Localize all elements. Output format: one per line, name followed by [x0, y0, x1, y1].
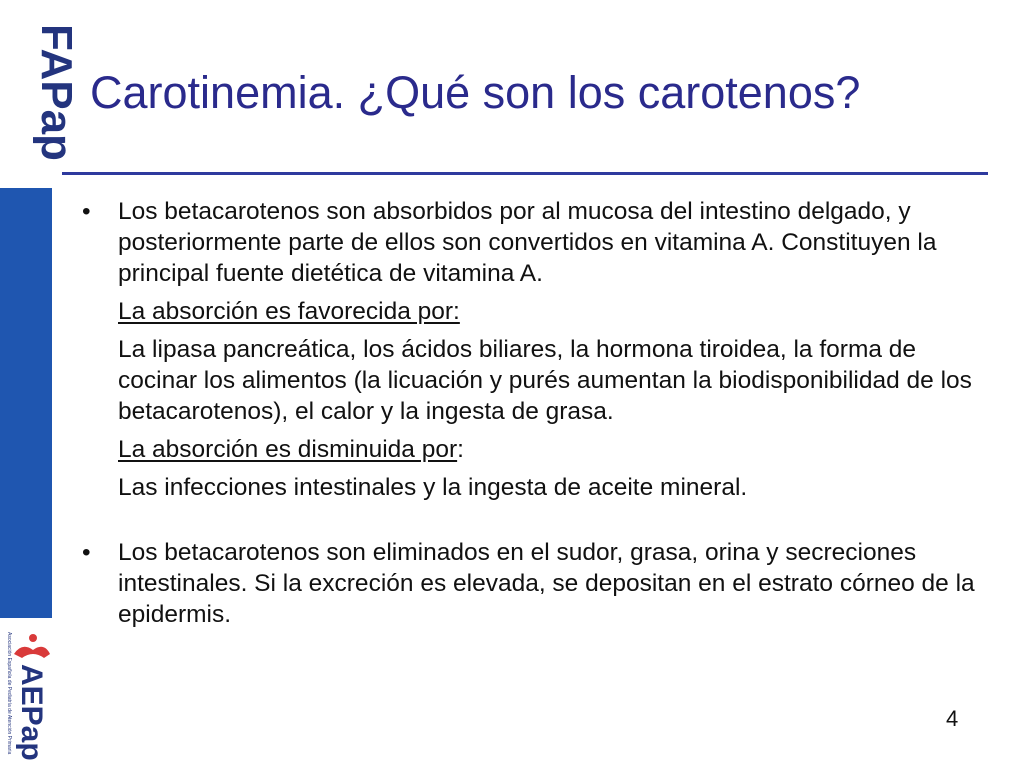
favored-heading-text: La absorción es favorecida por:	[118, 298, 460, 325]
diminished-heading	[118, 434, 978, 465]
sidebar-blue-band	[0, 188, 52, 618]
bullet-item-elimination	[78, 537, 978, 630]
slide-title: Carotinemia. ¿Qué son los carotenos?	[90, 67, 861, 118]
bullet-marker: •	[82, 539, 91, 566]
aepap-logo-small-text: Asociación Española de Pediatría de Atención Primaria	[6, 632, 12, 755]
brand-sidebar	[0, 0, 81, 768]
fapap-logo-text: FAPap	[32, 24, 81, 161]
diminished-text: Las infecciones intestinales y la ingesta de aceite mineral.	[118, 474, 748, 501]
bullet-marker: •	[82, 198, 91, 225]
title-underline	[62, 172, 988, 175]
favored-heading	[118, 296, 978, 327]
bullet-intro-text: Los betacarotenos son absorbidos por al mucosa del intestino delgado, y posteriormente parte de ellos son convertidos en vitamina A. Constituyen la principal fuente dietética de vitamina A.	[118, 198, 937, 287]
aepap-figure-head	[29, 634, 37, 642]
slide-body	[78, 196, 978, 637]
aepap-logo-text: AEPap	[15, 664, 48, 761]
elimination-text: Los betacarotenos son eliminados en el sudor, grasa, orina y secreciones intestinales. Si la excreción es elevada, se depositan en el estrato córneo de la epidermis.	[118, 539, 975, 628]
bullet-item-absorption	[78, 196, 978, 503]
fapap-logo	[4, 20, 81, 170]
page-number: 4	[946, 706, 959, 731]
diminished-heading-text: La absorción es disminuida por	[118, 436, 458, 463]
diminished-heading-colon: :	[457, 436, 464, 463]
favored-text: La lipasa pancreática, los ácidos biliares, la hormona tiroidea, la forma de cocinar los alimentos (la licuación y purés aumentan la biodisponibilidad de los betacarotenos), el calor y la ingesta de grasa.	[118, 336, 972, 425]
aepap-logo	[0, 628, 52, 763]
aepap-figure-arms	[14, 647, 50, 658]
